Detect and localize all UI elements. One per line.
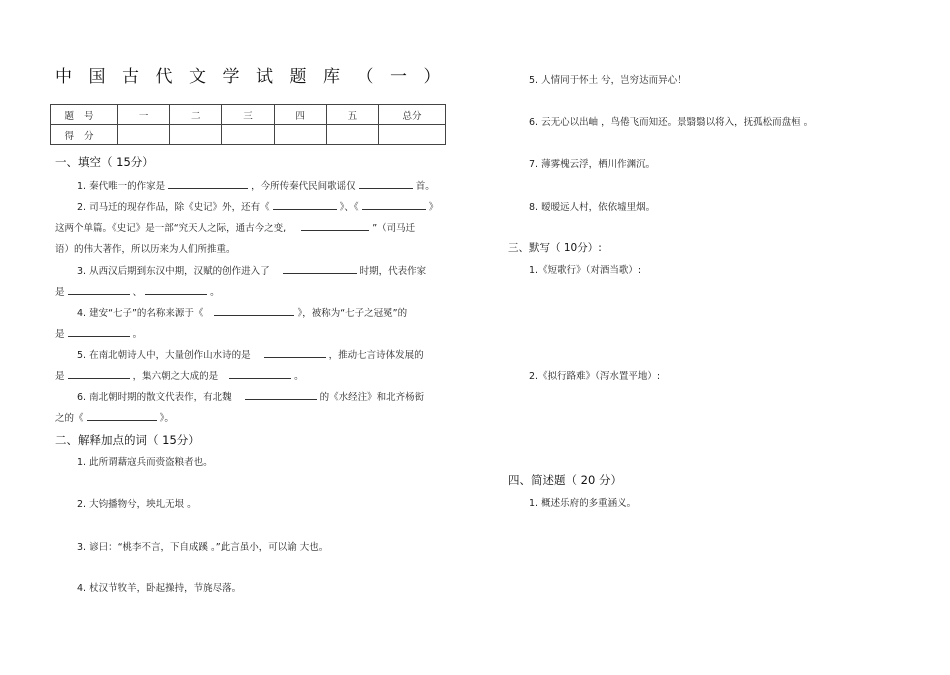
score-cell-4: 四 xyxy=(274,105,326,125)
s1-q1: 1. 秦代唯一的作家是 ，今所传秦代民间歌谣仅 首。 xyxy=(77,181,435,192)
s1-q5-line2: 是 ，集六朝之大成的是 。 xyxy=(55,371,304,382)
blank[interactable] xyxy=(283,264,357,274)
blank[interactable] xyxy=(362,200,426,210)
s1-q6-line1: 6. 南北朝时期的散文代表作，有北魏 的《水经注》和北齐杨衒 xyxy=(77,392,425,403)
score-cell-label: 题号 xyxy=(51,105,118,125)
s1-q6-line2: 之的《 》。 xyxy=(55,413,174,424)
score-cell-1: 一 xyxy=(118,105,170,125)
s4-q1: 1. 概述乐府的多重涵义。 xyxy=(529,498,637,509)
blank[interactable] xyxy=(68,369,130,379)
blank[interactable] xyxy=(214,306,294,316)
blank[interactable] xyxy=(168,179,248,189)
s1-q3-line2: 是 、 。 xyxy=(55,287,220,298)
s1-q4-line2: 是 。 xyxy=(55,329,143,340)
score-cell-5: 五 xyxy=(326,105,378,125)
s3-q2: 2.《拟行路难》（泻水置平地）: xyxy=(529,371,661,382)
blank[interactable] xyxy=(264,348,326,358)
s2-q7: 7. 薄雾槐云浮，栖川作渊沉。 xyxy=(529,159,656,170)
score-table-header-row xyxy=(51,105,446,125)
s2-q5: 5. 人情同于怀土 兮，岂穷达而异心！ xyxy=(529,75,687,86)
score-table xyxy=(50,104,446,145)
blank[interactable] xyxy=(229,369,291,379)
score-input-5[interactable] xyxy=(326,125,378,145)
blank[interactable] xyxy=(245,390,317,400)
score-cell-3: 三 xyxy=(222,105,274,125)
s2-q1: 1. 此所谓藉寇兵而赍盗粮者也。 xyxy=(77,457,213,468)
s2-q4: 4. 杖汉节牧羊，卧起操持，节旄尽落。 xyxy=(77,583,242,594)
blank[interactable] xyxy=(301,221,369,231)
score-input-1[interactable] xyxy=(118,125,170,145)
s1-q2-line1: 2. 司马迁的现存作品，除《史记》外，还有《 》、《 》 xyxy=(77,202,439,213)
page-title: 中国古代文学试题库（一） xyxy=(55,67,457,87)
blank[interactable] xyxy=(359,179,413,189)
score-input-total[interactable] xyxy=(379,125,446,145)
blank[interactable] xyxy=(145,285,207,295)
s1-q2-line2: 这两个单篇。《史记》是一部“究天人之际，通古今之变, ”（司马迁 xyxy=(55,223,416,234)
s1-q3-line1: 3. 从西汉后期到东汉中期，汉赋的创作进入了 时期，代表作家 xyxy=(77,266,427,277)
blank[interactable] xyxy=(87,411,157,421)
score-input-3[interactable] xyxy=(222,125,274,145)
s2-q6: 6. 云无心以出岫 ，鸟倦飞而知还。景翳翳以将入，抚孤松而盘桓 。 xyxy=(529,117,814,128)
section4-heading: 四、简述题（ 20 分） xyxy=(508,473,622,487)
section2-heading: 二、解释加点的词（ 15分） xyxy=(55,433,200,447)
score-cell-2: 二 xyxy=(170,105,222,125)
s3-q1: 1.《短歌行》（对酒当歌）: xyxy=(529,265,642,276)
blank[interactable] xyxy=(68,285,130,295)
s2-q8: 8. 暧暧远人村，依依墟里烟。 xyxy=(529,202,656,213)
s2-q2: 2. 大钧播物兮，坱圠无垠 。 xyxy=(77,499,197,510)
s1-q4-line1: 4. 建安“七子”的名称来源于《 》，被称为“七子之冠冕”的 xyxy=(77,308,408,319)
score-row-label: 得分 xyxy=(51,125,118,145)
score-cell-total: 总分 xyxy=(379,105,446,125)
s1-q2-line3: 语）的伟大著作，所以历来为人们所推重。 xyxy=(55,244,236,255)
blank[interactable] xyxy=(273,200,337,210)
s1-q5-line1: 5. 在南北朝诗人中，大量创作山水诗的是 ，推动七言诗体发展的 xyxy=(77,350,424,361)
score-input-2[interactable] xyxy=(170,125,222,145)
score-input-4[interactable] xyxy=(274,125,326,145)
blank[interactable] xyxy=(68,327,130,337)
section3-heading: 三、默写（ 10分）: xyxy=(508,242,602,254)
section1-heading: 一、填空（ 15分） xyxy=(55,155,154,169)
s2-q3: 3. 谚曰：“桃李不言，下自成蹊 。”此言虽小，可以谕 大也。 xyxy=(77,542,329,553)
score-table-score-row xyxy=(51,125,446,145)
